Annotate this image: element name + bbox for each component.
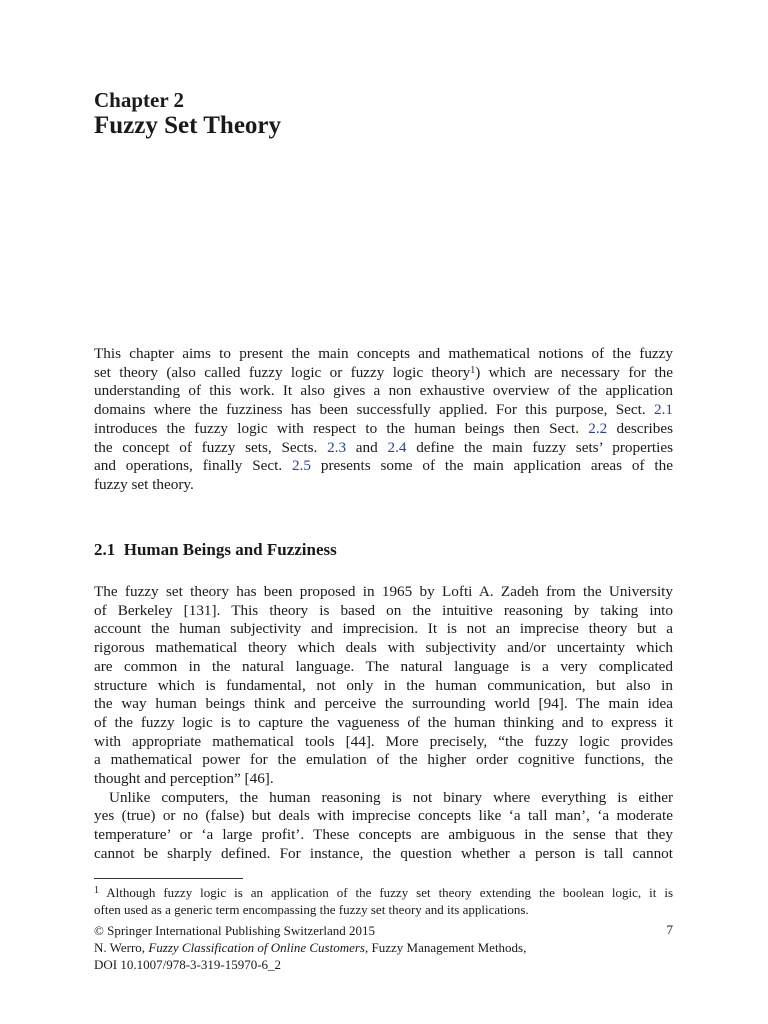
text: ) which are necessary for the (475, 363, 673, 381)
section-link-2-2[interactable]: 2.2 (588, 419, 608, 437)
section-link-2-3[interactable]: 2.3 (327, 438, 347, 456)
body-line: are common in the natural language. The natural language is a very complicated (94, 657, 673, 675)
text: and (346, 438, 388, 456)
book-title: Fuzzy Classification of Online Customers (148, 940, 365, 955)
intro-line (94, 382, 673, 401)
body-line: the way human beings think and perceive the surrounding world [94]. The main idea (94, 695, 673, 713)
text: define the main fuzzy sets’ properties (406, 438, 673, 456)
chapter-title: Fuzzy Set Theory (94, 112, 282, 139)
page-number: 7 (666, 922, 673, 937)
text: understanding of this work. It also gives a non exhaustive overview of the application (94, 382, 673, 400)
copyright-block (94, 922, 526, 973)
copyright-line: © Springer International Publishing Switzerland 2015 (94, 923, 376, 938)
intro-line (94, 420, 673, 439)
intro-line (94, 457, 673, 476)
section-link-2-5[interactable]: 2.5 (292, 457, 311, 475)
body-line: cannot be sharply defined. For instance, the question whether a person is tall cannot (94, 844, 673, 862)
chapter-label: Chapter 2 (94, 88, 185, 112)
body-line: The fuzzy set theory has been proposed in 1965 by Lofti A. Zadeh from the University (94, 583, 673, 600)
footnote-marker: 1 (94, 885, 99, 896)
intro-line (94, 401, 673, 420)
intro-paragraph (94, 345, 673, 495)
text: Although fuzzy logic is an application of the fuzzy set theory extending the boolean logic, it is (99, 885, 673, 900)
body-line: structure which is fundamental, not only in the human communication, but also in (94, 676, 673, 694)
footnote-line (94, 884, 673, 901)
text: fuzzy set theory. (94, 475, 194, 493)
footnote-line: often used as a generic term encompassing the fuzzy set theory and its applications. (94, 902, 529, 917)
text: and operations, finally Sect. (94, 457, 293, 475)
text: presents some of the main application areas of the (311, 457, 673, 475)
text: describes (607, 419, 673, 437)
doi-line[interactable]: DOI 10.1007/978-3-319-15970-6_2 (94, 957, 282, 972)
body-line: rigorous mathematical theory which deals with subjectivity and/or uncertainty which (94, 639, 673, 657)
section-link-2-4[interactable]: 2.4 (387, 438, 407, 456)
footnote-divider (94, 878, 243, 879)
text: domains where the fuzziness has been successfully applied. For this purpose, Sect. (94, 401, 655, 419)
text: , Fuzzy Management Methods, (364, 940, 527, 955)
section-heading: 2.1 Human Beings and Fuzziness (94, 540, 337, 559)
body-paragraph (94, 583, 673, 864)
body-line: yes (true) or no (false) but deals with imprecise concepts like ‘a tall man’, ‘a moderate (94, 807, 673, 825)
text: introduces the fuzzy logic with respect to the human beings then Sect. (94, 419, 589, 437)
footnote (94, 884, 673, 918)
body-line: thought and perception” [46]. (94, 770, 274, 788)
text: set theory (also called fuzzy logic or fuzzy logic theory (94, 363, 471, 381)
intro-line (94, 345, 673, 364)
text: N. Werro, (94, 940, 149, 955)
text: the concept of fuzzy sets, Sects. (94, 438, 328, 456)
intro-line (94, 364, 673, 383)
body-line: a mathematical power for the emulation of the higher order cognitive functions, the (94, 751, 673, 769)
body-line: Unlike computers, the human reasoning is not binary where everything is either (109, 788, 673, 806)
footnote-ref[interactable]: 1 (470, 364, 476, 376)
intro-line (94, 476, 673, 495)
intro-line (94, 439, 673, 458)
citation-line (94, 939, 526, 956)
section-link-2-1[interactable]: 2.1 (654, 401, 673, 419)
body-line: with appropriate mathematical tools [44]. More precisely, “the fuzzy logic provides (94, 732, 673, 750)
body-line: account the human subjectivity and imprecision. It is not an imprecise theory but a (94, 620, 673, 638)
body-line: of Berkeley [131]. This theory is based on the intuitive reasoning by taking into (94, 601, 673, 619)
text: This chapter aims to present the main concepts and mathematical notions of the fuzzy (94, 345, 673, 362)
body-line: of the fuzzy logic is to capture the vagueness of the human thinking and to express it (94, 713, 673, 731)
body-line: temperature’ or ‘a large profit’. These concepts are ambiguous in the sense that they (94, 826, 673, 844)
